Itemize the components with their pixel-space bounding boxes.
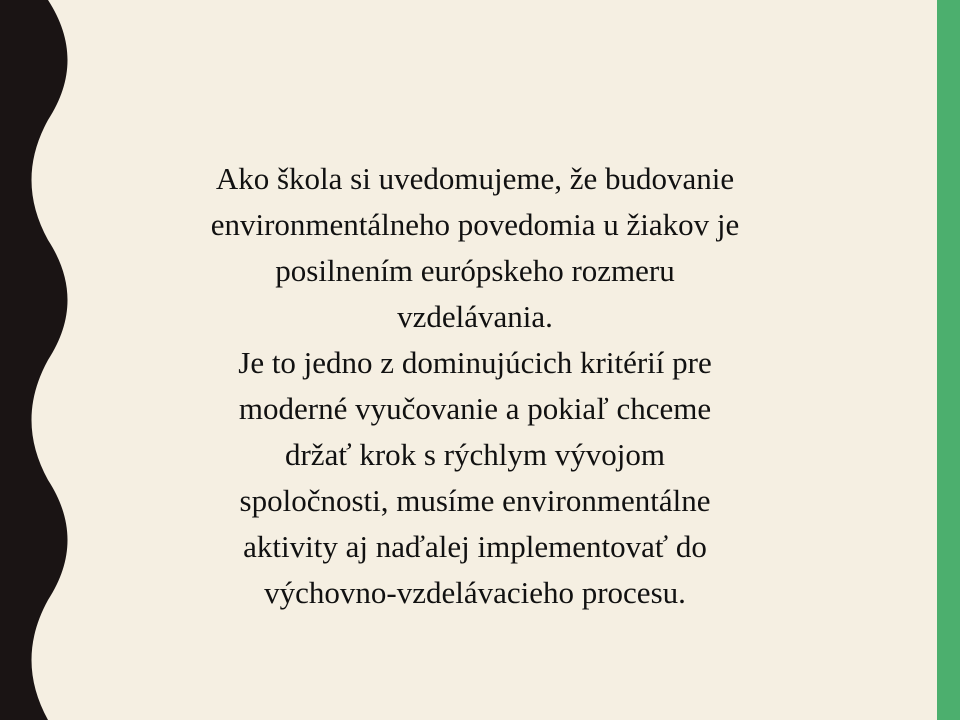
text-line: spoločnosti, musíme environmentálne [239,483,711,518]
text-line: Ako škola si uvedomujeme, že budovanie [215,161,735,196]
wavy-border-decoration [0,0,80,720]
text-line: Je to jedno z dominujúcich kritérií pre [238,345,712,380]
slide-text [90,156,860,616]
text-line: aktivity aj naďalej implementovať do [243,529,707,564]
text-line: vzdelávania. [397,299,553,334]
wavy-border-shape [0,0,68,720]
text-line: moderné vyučovanie a pokiaľ chceme [238,391,712,426]
text-line: výchovno-vzdelávacieho procesu. [264,575,686,610]
text-line: posilnením európskeho rozmeru [275,253,675,288]
text-line: environmentálneho povedomia u žiakov je [210,207,740,242]
accent-bar [937,0,960,720]
text-line: držať krok s rýchlym vývojom [284,437,665,472]
